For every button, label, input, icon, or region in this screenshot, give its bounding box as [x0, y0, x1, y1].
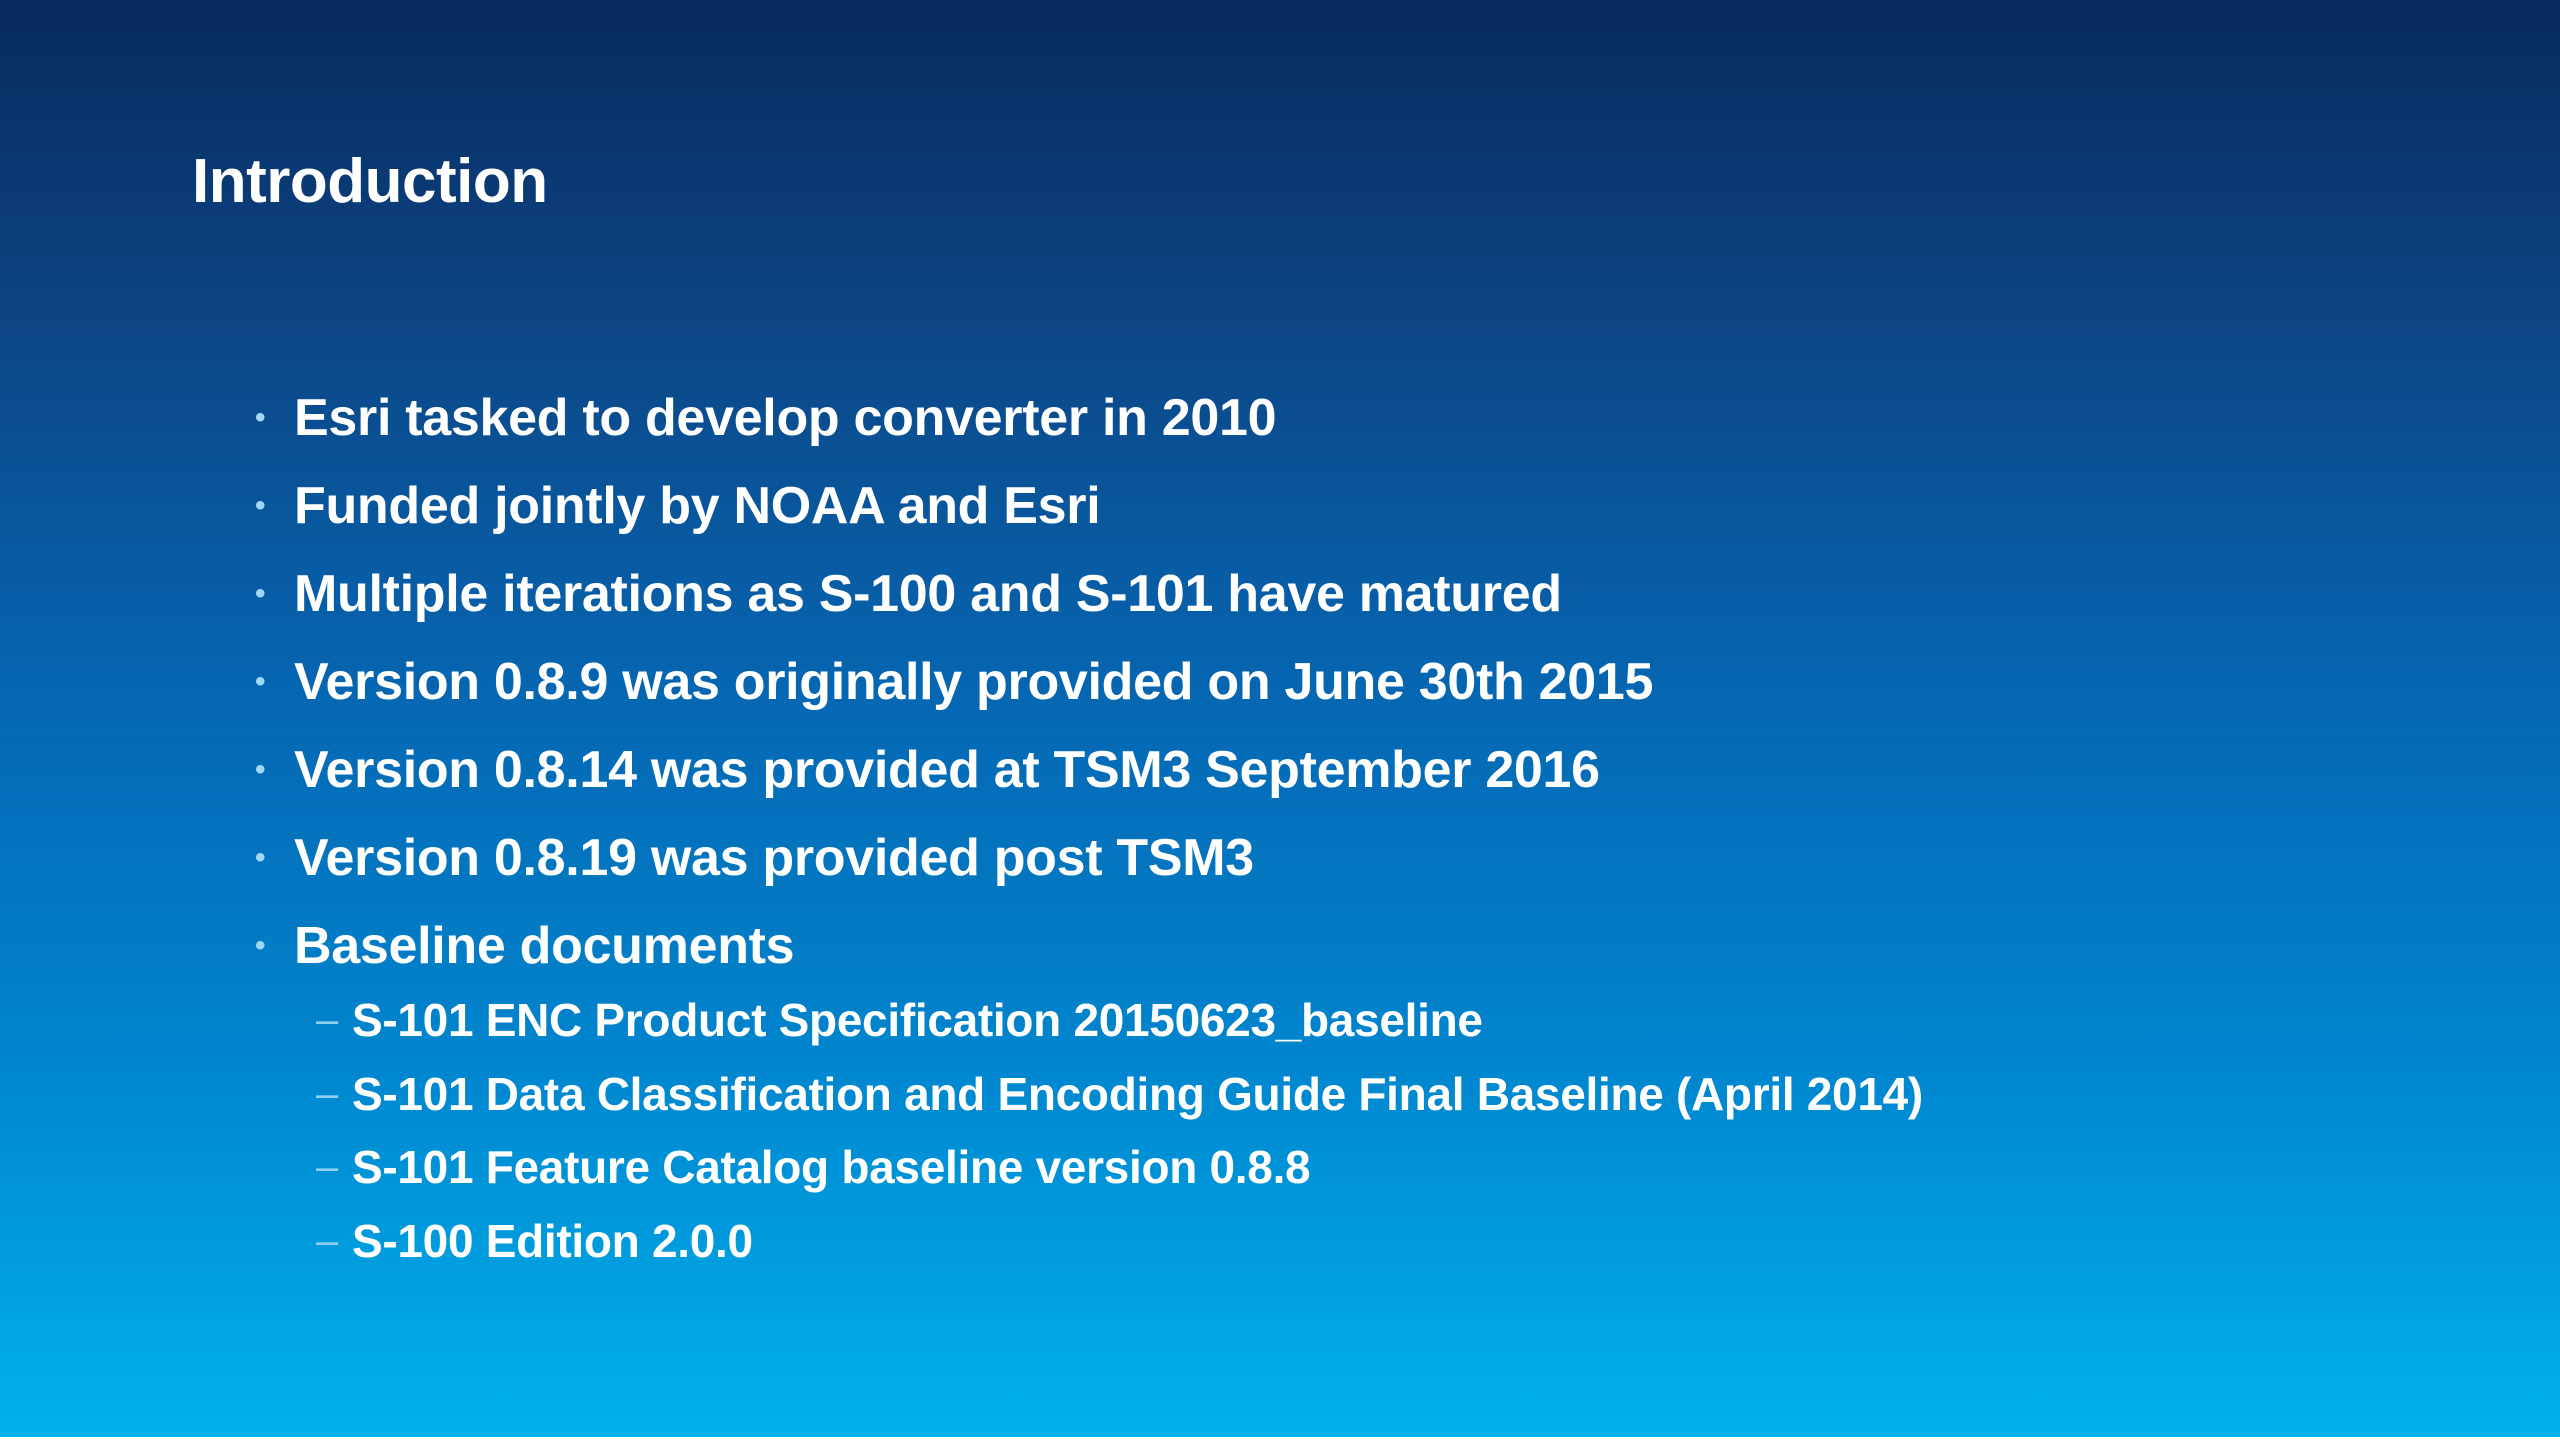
bullet-text: Esri tasked to develop converter in 2010: [294, 389, 1277, 447]
dash-icon: –: [316, 998, 338, 1042]
bullet-dot-icon: •: [255, 489, 266, 522]
bullet-text: Funded jointly by NOAA and Esri: [294, 477, 1101, 535]
sub-bullet-item: [0, 1058, 2560, 1132]
bullet-text: Baseline documents: [294, 917, 795, 975]
bullet-dot-icon: •: [255, 753, 266, 786]
bullet-item: [0, 902, 2560, 990]
bullet-item: [0, 374, 2560, 462]
bullet-item: [0, 462, 2560, 550]
bullet-dot-icon: •: [255, 665, 266, 698]
sub-bullet-text: S-100 Edition 2.0.0: [352, 1214, 753, 1267]
bullet-text: Version 0.8.14 was provided at TSM3 September 2016: [294, 741, 1600, 799]
sub-bullet-text: S-101 ENC Product Specification 20150623_baseline: [352, 994, 1483, 1046]
bullet-text: Version 0.8.9 was originally provided on June 30th 2015: [294, 653, 1654, 711]
bullet-dot-icon: •: [255, 577, 266, 610]
bullet-item: [0, 814, 2560, 902]
bullet-item: [0, 726, 2560, 814]
sub-bullet-text: S-101 Data Classification and Encoding Guide Final Baseline (April 2014): [352, 1067, 1923, 1120]
slide-title: Introduction: [192, 147, 548, 216]
bullet-dot-icon: •: [255, 841, 266, 874]
dash-icon: –: [316, 1145, 338, 1189]
bullet-text: Multiple iterations as S-100 and S-101 have matured: [294, 565, 1562, 623]
bullet-item: [0, 638, 2560, 726]
sub-bullet-item: [0, 984, 2560, 1058]
bullet-text: Version 0.8.19 was provided post TSM3: [294, 829, 1254, 887]
sub-bullet-item: [0, 1131, 2560, 1205]
sub-bullet-item: [0, 1205, 2560, 1279]
sub-bullet-list: [0, 984, 2560, 1278]
bullet-dot-icon: •: [255, 401, 266, 434]
bullet-item: [0, 550, 2560, 638]
dash-icon: –: [316, 1071, 338, 1116]
bullet-dot-icon: •: [255, 929, 266, 962]
bullet-list: [0, 374, 2560, 990]
sub-bullet-text: S-101 Feature Catalog baseline version 0.8.8: [352, 1141, 1311, 1193]
dash-icon: –: [316, 1218, 338, 1263]
